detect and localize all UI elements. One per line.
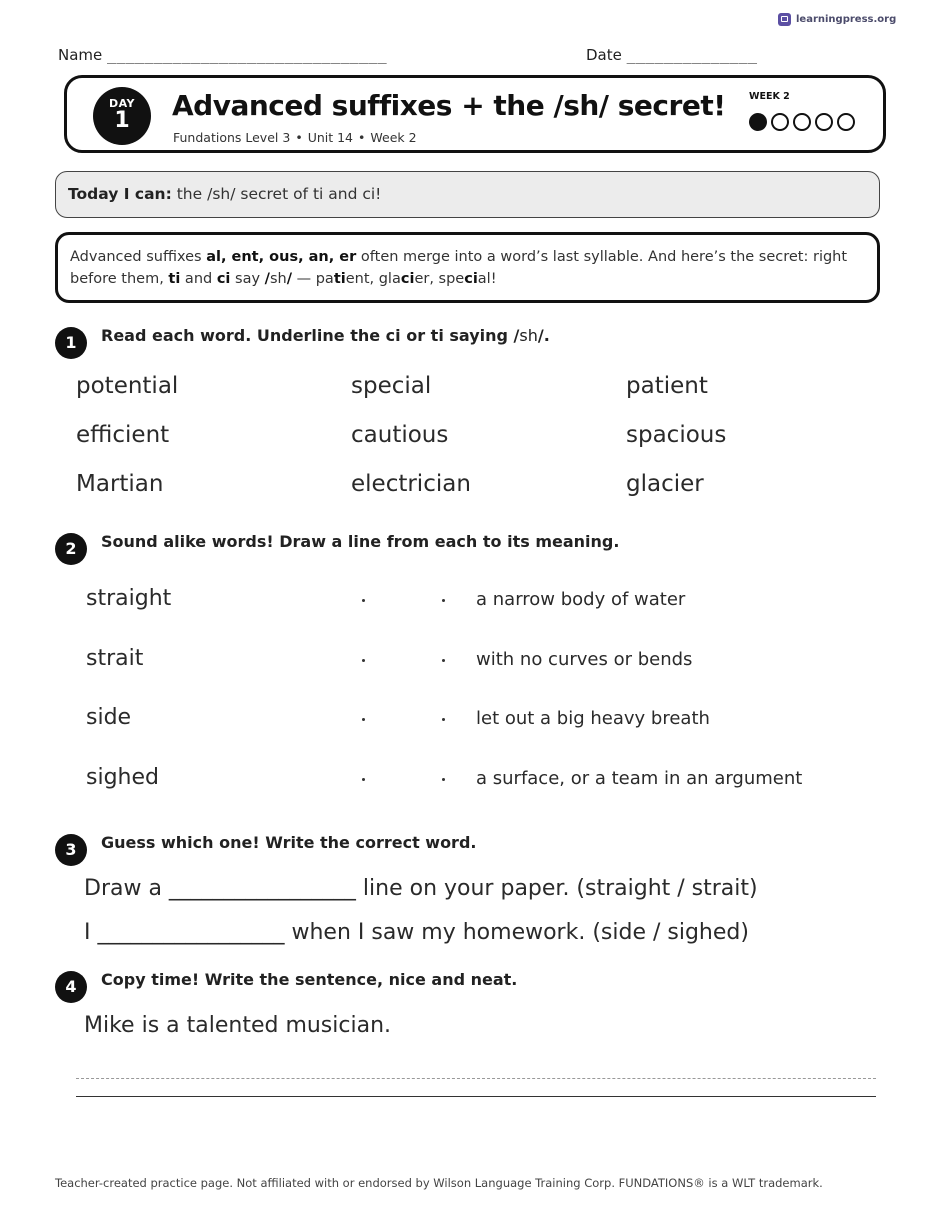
week-label: WEEK 2: [749, 91, 790, 102]
day-badge: [93, 87, 151, 145]
section-4-number: 4: [55, 971, 87, 1003]
instruction-text: Read each word. Underline the ci or ti saying: [101, 326, 514, 345]
date-label: Date: [586, 46, 622, 64]
date-line: ______________: [626, 46, 758, 64]
match-dot-right[interactable]: [442, 659, 445, 662]
subtitle-unit: Unit 14: [307, 130, 354, 145]
page-subtitle: [173, 130, 417, 145]
info-text: al!: [477, 271, 497, 287]
section-4-instruction: Copy time! Write the sentence, nice and neat.: [101, 970, 518, 989]
section-2-number: 2: [55, 533, 87, 565]
info-text: often merge into a word’s last syllable. And here’s the secret: right before them,: [70, 249, 848, 287]
match-meaning: a narrow body of water: [476, 589, 686, 610]
match-meaning: a surface, or a team in an argument: [476, 768, 803, 789]
book-icon: [778, 13, 791, 26]
info-text: ent, gla: [345, 271, 401, 287]
info-text: — pa: [292, 271, 334, 287]
word-item[interactable]: spacious: [626, 422, 727, 448]
match-dot-left[interactable]: [362, 778, 365, 781]
info-ci: ci: [216, 271, 231, 287]
week-dot-empty: [837, 113, 855, 131]
fill-in-sentence[interactable]: Draw a _________________ line on your paper. (straight / strait): [84, 876, 758, 901]
instruction-slash: /: [513, 326, 520, 345]
name-label: Name: [58, 46, 103, 64]
week-progress: [749, 113, 855, 131]
today-text: the /sh/ secret of ti and ci!: [176, 185, 382, 203]
word-item[interactable]: glacier: [626, 471, 704, 497]
match-meaning: let out a big heavy breath: [476, 708, 710, 729]
copy-sentence: Mike is a talented musician.: [84, 1013, 392, 1038]
info-ti: ti: [333, 271, 346, 287]
week-dot-empty: [815, 113, 833, 131]
subtitle-separator: •: [358, 130, 366, 145]
match-dot-left[interactable]: [362, 659, 365, 662]
word-item[interactable]: electrician: [351, 471, 471, 497]
brand-link[interactable]: [778, 13, 896, 26]
info-box: [55, 232, 880, 303]
info-suffixes: al, ent, ous, an, er: [206, 249, 357, 265]
section-1-instruction: [101, 326, 550, 345]
match-word: sighed: [86, 765, 159, 790]
section-2-instruction: Sound alike words! Draw a line from each to its meaning.: [101, 532, 620, 551]
section-3-instruction: Guess which one! Write the correct word.: [101, 833, 477, 852]
info-ci: ci: [400, 271, 415, 287]
name-field: [58, 46, 387, 64]
match-meaning: with no curves or bends: [476, 649, 693, 670]
match-dot-left[interactable]: [362, 718, 365, 721]
match-dot-right[interactable]: [442, 718, 445, 721]
date-field: [586, 46, 757, 64]
word-item[interactable]: cautious: [351, 422, 449, 448]
info-text: er, spe: [414, 271, 465, 287]
match-dot-right[interactable]: [442, 778, 445, 781]
fill-in-sentence[interactable]: I _________________ when I saw my homework. (side / sighed): [84, 920, 749, 945]
info-ci: ci: [464, 271, 478, 287]
instruction-slash: /.: [537, 326, 550, 345]
writing-baseline[interactable]: [76, 1096, 876, 1097]
word-item[interactable]: potential: [76, 373, 179, 399]
name-line: ______________________________: [107, 46, 387, 64]
word-item[interactable]: patient: [626, 373, 708, 399]
brand-text: learningpress.org: [796, 14, 897, 25]
week-dot-filled: [749, 113, 767, 131]
word-item[interactable]: efficient: [76, 422, 170, 448]
word-item[interactable]: Martian: [76, 471, 164, 497]
subtitle-separator: •: [295, 130, 303, 145]
header-card: [64, 75, 886, 153]
info-sh: sh: [269, 271, 287, 287]
info-ti: ti: [168, 271, 181, 287]
subtitle-week: Week 2: [370, 130, 417, 145]
writing-midline[interactable]: [76, 1078, 876, 1079]
subtitle-level: Fundations Level 3: [173, 130, 291, 145]
match-word: strait: [86, 646, 144, 671]
info-text: say: [230, 271, 265, 287]
match-dot-left[interactable]: [362, 599, 365, 602]
page-title: Advanced suffixes + the /sh/ secret!: [172, 89, 726, 122]
footer-disclaimer: Teacher-created practice page. Not affiliated with or endorsed by Wilson Language Training Corp. FUNDATIONS® is a WLT trademark.: [55, 1176, 823, 1190]
section-3-number: 3: [55, 834, 87, 866]
info-text: Advanced suffixes: [70, 249, 207, 265]
match-word: side: [86, 705, 132, 730]
match-word: straight: [86, 586, 172, 611]
week-dot-empty: [793, 113, 811, 131]
section-1-number: 1: [55, 327, 87, 359]
day-label: DAY: [108, 97, 136, 110]
today-goal: [55, 171, 880, 218]
info-slash: /: [286, 271, 292, 287]
info-slash: /: [264, 271, 270, 287]
week-dot-empty: [771, 113, 789, 131]
today-label: Today I can:: [68, 185, 172, 203]
match-dot-right[interactable]: [442, 599, 445, 602]
info-text: and: [180, 271, 217, 287]
word-item[interactable]: special: [351, 373, 432, 399]
instruction-sh: sh: [519, 326, 538, 345]
day-number: 1: [114, 108, 130, 133]
